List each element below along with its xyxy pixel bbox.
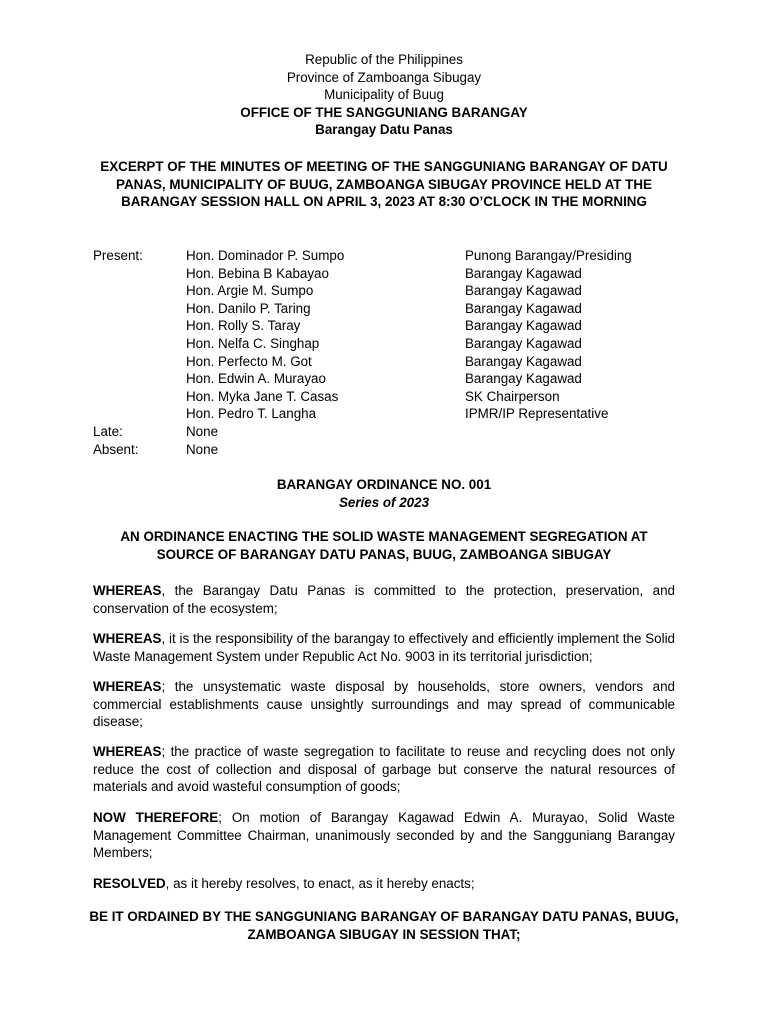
header-municipality: Municipality of Buug xyxy=(324,87,444,102)
paragraph-resolved xyxy=(93,875,675,893)
paragraph-text: ; the unsystematic waste disposal by households, store owners, vendors and commercial establishments cause unsightly surroundings and may spread of communicable disease; xyxy=(93,679,675,730)
attendance-row xyxy=(93,265,683,283)
absent-row xyxy=(93,441,683,459)
attendance-list xyxy=(93,247,683,458)
ordinance-title: AN ORDINANCE ENACTING THE SOLID WASTE MANAGEMENT SEGREGATION AT SOURCE OF BARANGAY DATU PANAS, BUUG, ZAMBOANGA SIBUGAY xyxy=(120,529,648,562)
attendance-row xyxy=(93,335,683,353)
member-name: Hon. Edwin A. Murayao xyxy=(186,371,326,387)
member-name: Hon. Rolly S. Taray xyxy=(186,318,301,334)
paragraph-now-therefore xyxy=(93,809,675,862)
header-republic: Republic of the Philippines xyxy=(305,52,463,67)
paragraph-text: , the Barangay Datu Panas is committed to the protection, preservation, and conservation of the ecosystem; xyxy=(93,583,675,616)
member-role: Barangay Kagawad xyxy=(465,265,582,281)
member-role: Barangay Kagawad xyxy=(465,353,582,369)
paragraph-whereas-4 xyxy=(93,743,675,796)
member-role: Barangay Kagawad xyxy=(465,300,582,316)
ordinance-heading xyxy=(0,476,768,511)
late-value: None xyxy=(186,423,219,439)
paragraph-text: ; the practice of waste segregation to facilitate to reuse and recycling does not only reduce the cost of collection and disposal of garbage but conserve the natural resources of materials and avoid wasteful consumption of goods; xyxy=(93,744,675,795)
member-name: Hon. Myka Jane T. Casas xyxy=(186,388,339,404)
paragraph-whereas-3 xyxy=(93,678,675,731)
late-row xyxy=(93,423,683,441)
member-name: Hon. Bebina B Kabayao xyxy=(186,265,329,281)
attendance-row xyxy=(93,247,683,265)
member-role: Barangay Kagawad xyxy=(465,283,582,299)
ordinance-number: BARANGAY ORDINANCE NO. 001 xyxy=(276,477,492,492)
attendance-row xyxy=(93,405,683,423)
paragraph-lead: WHEREAS xyxy=(93,679,162,694)
member-role: SK Chairperson xyxy=(465,388,560,404)
attendance-row xyxy=(93,317,683,335)
member-name: Hon. Argie M. Sumpo xyxy=(186,283,314,299)
letterhead xyxy=(0,51,768,139)
excerpt-title: EXCERPT OF THE MINUTES OF MEETING OF THE SANGGUNIANG BARANGAY OF DATU PANAS, MUNICIPALITY OF BUUG, ZAMBOANGA SIBUGAY PROVINCE HELD AT THE BARANGAY SESSION HALL ON APRIL 3, 2023 AT 8:30 O’CLOCK IN THE MORNING xyxy=(100,159,668,210)
paragraph-whereas-1 xyxy=(93,582,675,617)
member-name: Hon. Perfecto M. Got xyxy=(186,353,312,369)
member-name: Hon. Nelfa C. Singhap xyxy=(186,335,320,351)
present-label: Present: xyxy=(93,248,143,263)
attendance-row xyxy=(93,353,683,371)
member-name: Hon. Pedro T. Langha xyxy=(186,406,317,422)
absent-label: Absent: xyxy=(93,441,139,457)
attendance-row xyxy=(93,300,683,318)
paragraph-lead: WHEREAS xyxy=(93,583,162,598)
late-label: Late: xyxy=(93,423,123,439)
member-role: Barangay Kagawad xyxy=(465,371,582,387)
paragraph-lead: WHEREAS xyxy=(93,744,162,759)
paragraph-lead: RESOLVED xyxy=(93,876,166,891)
attendance-row xyxy=(93,282,683,300)
member-role: Punong Barangay/Presiding xyxy=(465,248,632,263)
header-office: OFFICE OF THE SANGGUNIANG BARANGAY xyxy=(240,104,528,120)
paragraph-whereas-2 xyxy=(93,630,675,665)
header-barangay: Barangay Datu Panas xyxy=(315,122,453,137)
absent-value: None xyxy=(186,441,219,457)
member-name: Hon. Danilo P. Taring xyxy=(186,300,311,316)
paragraph-text: , as it hereby resolves, to enact, as it hereby enacts; xyxy=(165,876,475,891)
attendance-row xyxy=(93,388,683,406)
ordained-clause: BE IT ORDAINED BY THE SANGGUNIANG BARANGAY OF BARANGAY DATU PANAS, BUUG, ZAMBOANGA SIBUGAY IN SESSION THAT; xyxy=(89,909,679,942)
member-role: Barangay Kagawad xyxy=(465,318,582,334)
ordinance-series: Series of 2023 xyxy=(338,494,430,510)
member-name: Hon. Dominador P. Sumpo xyxy=(186,248,345,263)
paragraph-text: , it is the responsibility of the barangay to effectively and efficiently implement the Solid Waste Management System under Republic Act No. 9003 in its territorial jurisdiction; xyxy=(93,631,675,664)
member-role: Barangay Kagawad xyxy=(465,335,582,351)
member-role: IPMR/IP Representative xyxy=(465,406,609,422)
attendance-row xyxy=(93,370,683,388)
paragraph-lead: WHEREAS xyxy=(93,631,162,646)
header-province: Province of Zamboanga Sibugay xyxy=(286,69,482,85)
paragraph-text: ; On motion of Barangay Kagawad Edwin A. Murayao, Solid Waste Management Committee Chairman, unanimously seconded by and the Sangguniang Barangay Members; xyxy=(93,810,675,861)
paragraph-lead: NOW THEREFORE xyxy=(93,810,219,825)
